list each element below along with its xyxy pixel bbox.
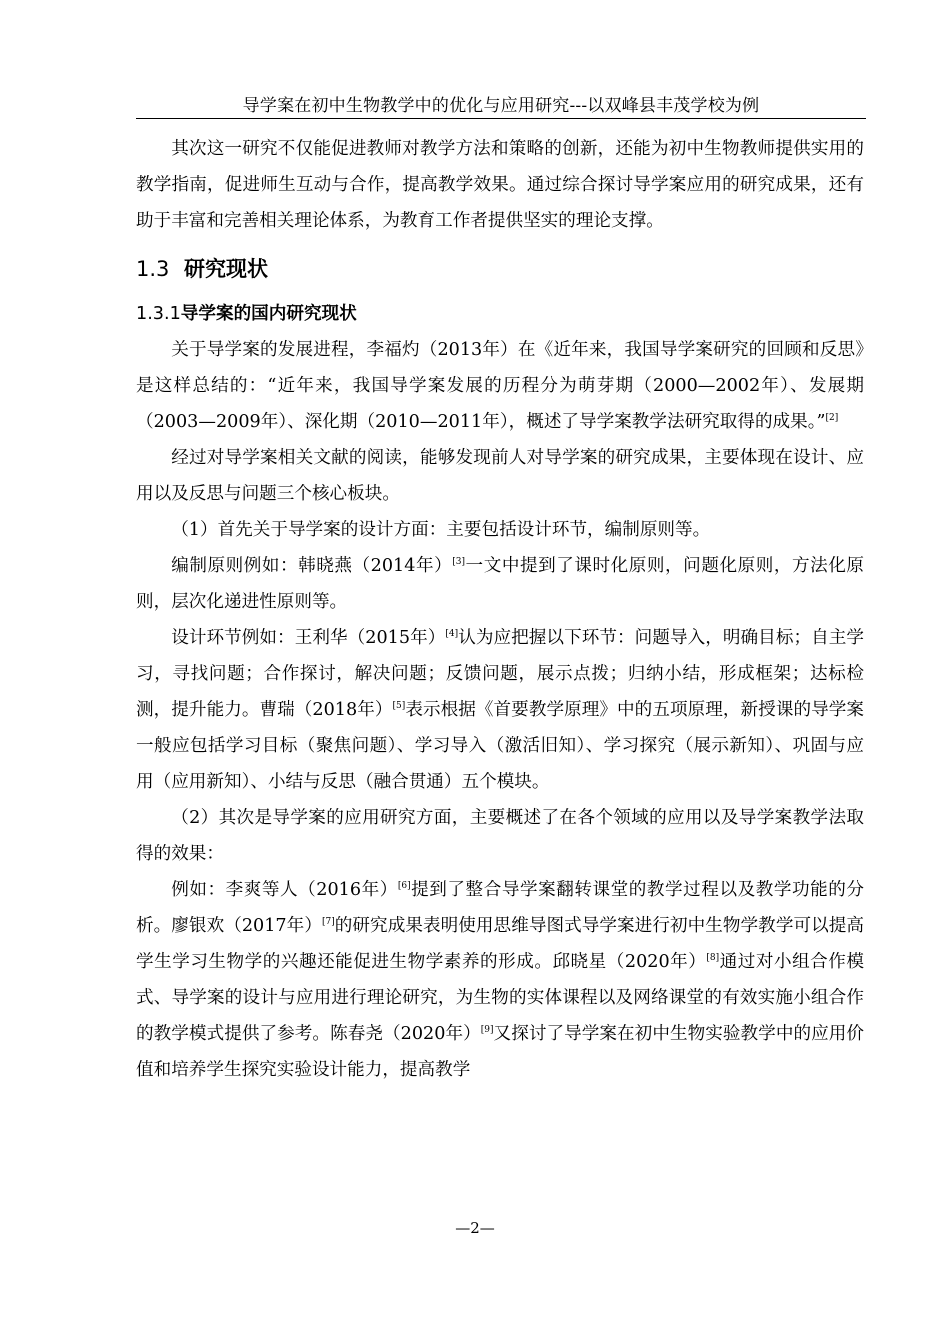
- header-rule: [136, 118, 866, 119]
- text-run: 的研究成果表明使用思维导图式导学案进行初中生物学教学可以提高学生学习生物学的兴趣还能促进生物学素养的形成。邱晓星（2020年）: [136, 916, 864, 972]
- citation: [5]: [392, 701, 406, 711]
- text-run: 编制原则例如：韩晓燕（2014年）: [171, 556, 453, 576]
- citation: [3]: [452, 557, 466, 567]
- text-run: 表示根据《首要教学原理》中的五项原理，新授课的导学案一般应包括学习目标（聚焦问题）、学习导入（激活旧知）、学习探究（展示新知）、巩固与应用（应用新知）、小结与反思（融合贯通）五个模块。: [136, 700, 864, 792]
- subsection-title: 导学案的国内研究现状: [180, 304, 357, 324]
- text-run: 设计环节例如：王利华（2015年）: [171, 628, 446, 648]
- text-run: 又探讨了导学案在初中生物实验教学中的应用价值和培养学生探究实验设计能力，提高教学: [136, 1024, 864, 1080]
- citation: [2]: [825, 413, 839, 423]
- section-number: 1.3: [136, 257, 170, 281]
- subsection-heading-1-3-1: [136, 296, 864, 332]
- running-header: 导学案在初中生物教学中的优化与应用研究---以双峰县丰茂学校为例: [242, 96, 760, 116]
- text-run: 关于导学案的发展进程，李福灼（2013年）在《近年来，我国导学案研究的回顾和反思》是这样总结的：“近年来，我国导学案发展的历程分为萌芽期（2000—2002年）、发展期（2003—2009年）、深化期（2010—2011年），概述了导学案教学法研究取得的成果。”: [136, 340, 864, 432]
- paragraph-examples: [136, 872, 864, 1088]
- citation: [4]: [445, 629, 459, 639]
- section-heading-1-3: [136, 252, 864, 286]
- citation: [7]: [321, 917, 335, 927]
- section-title: 研究现状: [184, 257, 269, 281]
- paragraph-development: [136, 332, 864, 440]
- citation: [6]: [397, 881, 411, 891]
- paragraph-design-steps: [136, 620, 864, 800]
- paragraph-literature: 经过对导学案相关文献的阅读，能够发现前人对导学案的研究成果，主要体现在设计、应用以及反思与问题三个核心板块。: [136, 448, 864, 504]
- page-body: [136, 131, 864, 1088]
- subsection-number: 1.3.1: [136, 304, 181, 324]
- text-run: 通过对小组合作模式、导学案的设计与应用进行理论研究，为生物的实体课程以及网络课堂的有效实施小组合作的教学模式提供了参考。陈春尧（2020年）: [136, 952, 864, 1044]
- text-run: 例如：李爽等人（2016年）: [171, 880, 398, 900]
- citation: [8]: [706, 953, 720, 963]
- text-run: 认为应把握以下环节：问题导入，明确目标；自主学习，寻找问题；合作探讨，解决问题；反馈问题，展示点拨；归纳小结，形成框架；达标检测，提升能力。曹瑞（2018年）: [136, 628, 864, 720]
- paragraph-intro: 其次这一研究不仅能促进教师对教学方法和策略的创新，还能为初中生物教师提供实用的教学指南，促进师生互动与合作，提高教学效果。通过综合探讨导学案应用的研究成果，还有助于丰富和完善相关理论体系，为教育工作者提供坚实的理论支撑。: [136, 139, 864, 231]
- paragraph-design: （1）首先关于导学案的设计方面：主要包括设计环节，编制原则等。: [171, 520, 711, 540]
- paragraph-application: （2）其次是导学案的应用研究方面，主要概述了在各个领域的应用以及导学案教学法取得的效果：: [136, 808, 864, 864]
- text-run: 一文中提到了课时化原则，问题化原则，方法化原则，层次化递进性原则等。: [136, 556, 864, 612]
- citation: [9]: [480, 1025, 494, 1035]
- paragraph-principles: [136, 548, 864, 620]
- page-number: —2—: [455, 1219, 495, 1237]
- text-run: 提到了整合导学案翻转课堂的教学过程以及教学功能的分析。廖银欢（2017年）: [136, 880, 864, 936]
